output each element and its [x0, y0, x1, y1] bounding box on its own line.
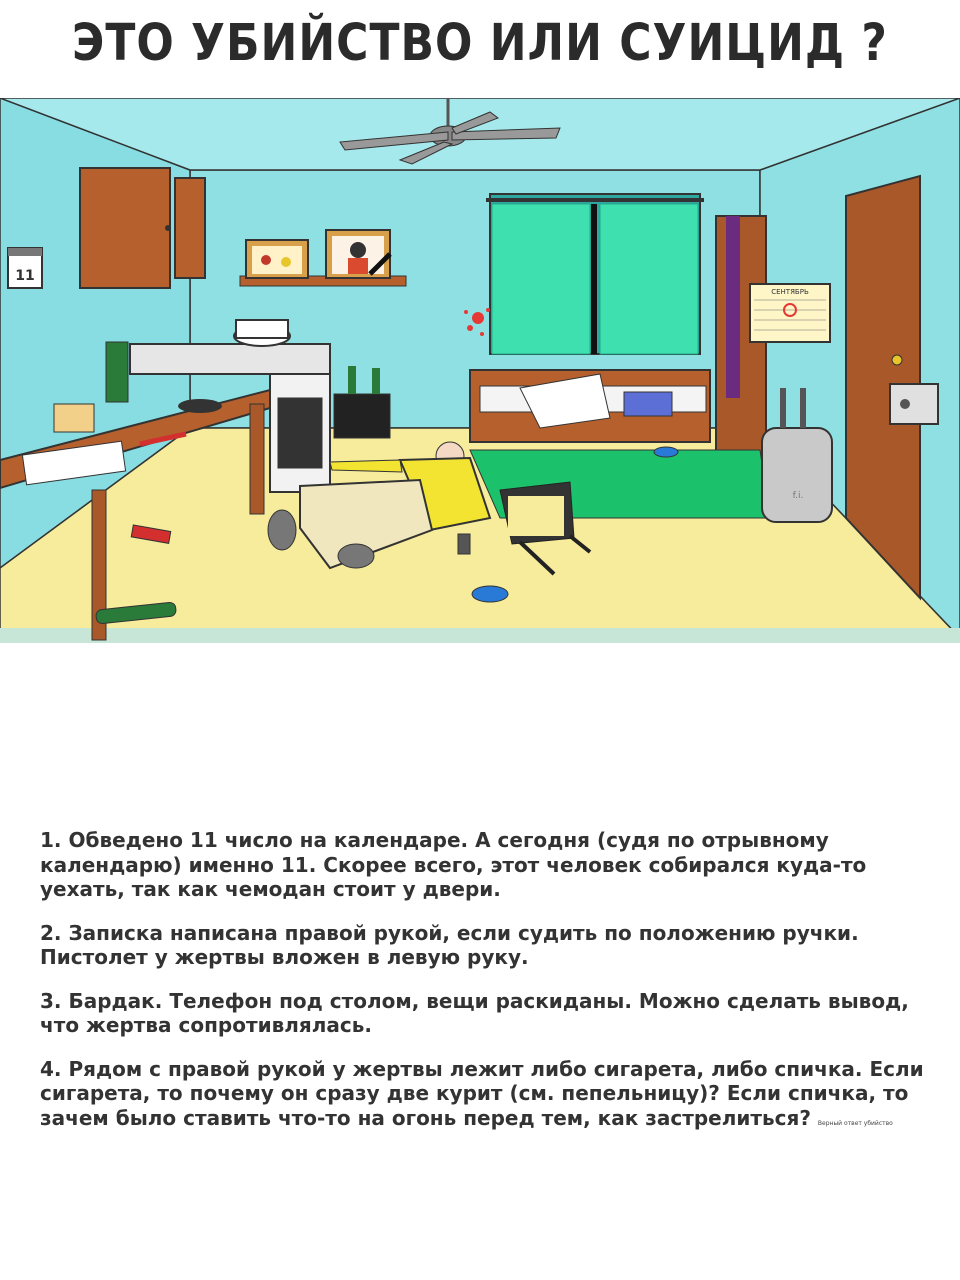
calendar-month: СЕНТЯБРЬ — [771, 288, 809, 296]
answer-1: 1. Обведено 11 число на календаре. А сегодня (судя по отрывному календарю) именно 11. Скорее всего, этот человек собирался куда-то уехать, так как чемодан стоит у двери. — [40, 828, 867, 901]
calendar-day: 11 — [15, 268, 35, 284]
wall-cabinet — [80, 168, 205, 288]
floor-shadow — [0, 628, 960, 643]
suitcase-tag: f.i. — [792, 491, 804, 501]
answer-4-text: 4. Рядом с правой рукой у жертвы лежит либо сигарета, либо спичка. Если сигарета, то почему он сразу две курит (см. пепельницу)? Если спичка, то зачем было ставить что-то на огонь перед тем, как застрелиться? — [40, 1056, 924, 1130]
bed — [470, 370, 710, 442]
tear-off-calendar — [8, 248, 42, 288]
page-title: ЭТО УБИЙСТВО ИЛИ СУИЦИД ? — [72, 14, 888, 73]
answer-4 — [40, 1057, 930, 1131]
wall-calendar — [750, 284, 830, 342]
window — [486, 194, 704, 354]
crime-scene-illustration — [0, 98, 960, 643]
answers-list — [40, 828, 930, 1130]
footnote: Верный ответ убийство — [817, 1119, 893, 1127]
answer-3: 3. Бардак. Телефон под столом, вещи раскиданы. Можно сделать вывод, что жертва сопротивлялась. — [40, 988, 909, 1037]
answer-2: 2. Записка написана правой рукой, если судить по положению ручки. Пистолет у жертвы вложен в левую руку. — [40, 920, 859, 969]
